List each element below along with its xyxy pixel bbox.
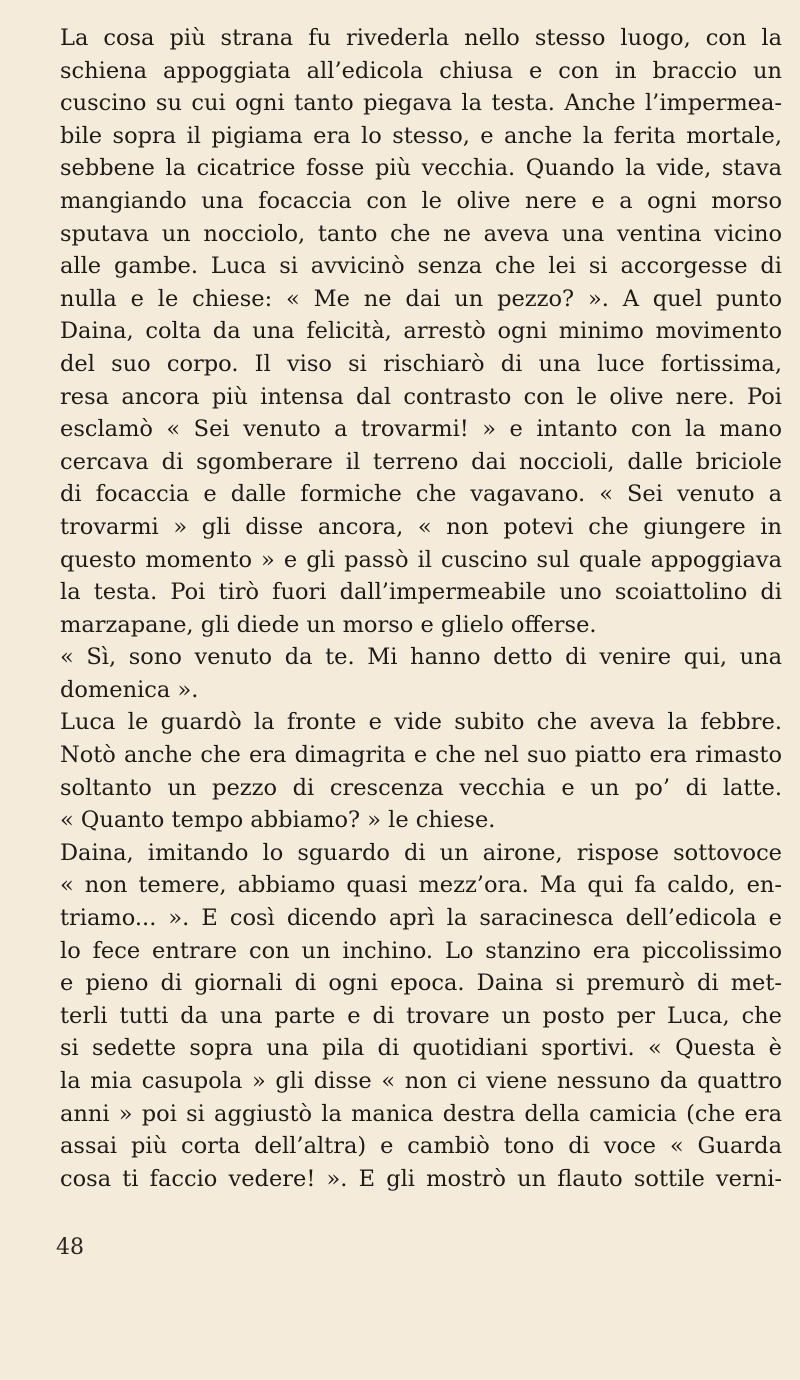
text-line: « Quanto tempo abbiamo? » le chiese. — [60, 807, 496, 834]
text-line: la testa. Poi tirò fuori dall’impermeabile uno scoiattolino di — [60, 579, 782, 606]
text-line: triamo... ». E così dicendo aprì la saracinesca dell’edicola e — [60, 905, 782, 932]
text-line: nulla e le chiese: « Me ne dai un pezzo? ». A quel punto — [60, 285, 782, 312]
text-line: alle gambe. Luca si avvicinò senza che lei si accorgesse di — [60, 253, 782, 280]
text-line: lo fece entrare con un inchino. Lo stanzino era piccolissimo — [60, 937, 782, 964]
text-line: marzapane, gli diede un morso e glielo offerse. — [60, 611, 597, 638]
text-line: resa ancora più intensa dal contrasto con le olive nere. Poi — [60, 383, 782, 410]
text-line: cercava di sgomberare il terreno dai noccioli, dalle briciole — [60, 448, 782, 475]
text-line: terli tutti da una parte e di trovare un posto per Luca, che — [60, 1002, 782, 1029]
text-line: Luca le guardò la fronte e vide subito che aveva la febbre. — [60, 709, 782, 736]
text-line: la mia casupola » gli disse « non ci viene nessuno da quattro — [60, 1068, 782, 1094]
text-line: cosa ti faccio vedere! ». E gli mostrò un flauto sottile verni- — [60, 1165, 782, 1192]
text-line: assai più corta dell’altra) e cambiò tono di voce « Guarda — [60, 1133, 782, 1160]
text-line: cuscino su cui ogni tanto piegava la testa. Anche l’impermea- — [60, 90, 782, 117]
text-line: domenica ». — [60, 676, 199, 703]
text-line: schiena appoggiata all’edicola chiusa e con in braccio un — [60, 57, 782, 84]
body-text — [60, 22, 782, 1195]
text-line: esclamò « Sei venuto a trovarmi! » e intanto con la mano — [60, 416, 782, 443]
text-line: La cosa più strana fu rivederla nello stesso luogo, con la — [60, 25, 782, 51]
text-line: sebbene la cicatrice fosse più vecchia. Quando la vide, stava — [60, 155, 782, 182]
page-number: 48 — [56, 1235, 84, 1260]
text-line: di focaccia e dalle formiche che vagavano. « Sei venuto a — [60, 481, 782, 508]
text-line: bile sopra il pigiama era lo stesso, e anche la ferita mortale, — [60, 122, 782, 149]
text-line: Notò anche che era dimagrita e che nel suo piatto era rimasto — [60, 742, 782, 769]
text-line: soltanto un pezzo di crescenza vecchia e un po’ di latte. — [60, 774, 782, 801]
text-line: « Sì, sono venuto da te. Mi hanno detto di venire qui, una — [60, 644, 782, 671]
text-line: si sedette sopra una pila di quotidiani sportivi. « Questa è — [60, 1035, 782, 1062]
text-line: trovarmi » gli disse ancora, « non potevi che giungere in — [60, 513, 782, 540]
text-line: questo momento » e gli passò il cuscino sul quale appoggiava — [60, 546, 782, 573]
text-line: Daina, colta da una felicità, arrestò ogni minimo movimento — [60, 318, 782, 345]
text-line: mangiando una focaccia con le olive nere e a ogni morso — [60, 187, 782, 214]
text-line: del suo corpo. Il viso si rischiarò di una luce fortissima, — [60, 350, 782, 377]
text-line: e pieno di giornali di ogni epoca. Daina si premurò di met- — [60, 970, 782, 997]
text-line: Daina, imitando lo sguardo di un airone, rispose sottovoce — [60, 839, 782, 866]
text-line: anni » poi si aggiustò la manica destra della camicia (che era — [60, 1100, 782, 1127]
text-line: sputava un nocciolo, tanto che ne aveva una ventina vicino — [60, 220, 782, 247]
text-line: « non temere, abbiamo quasi mezz’ora. Ma qui fa caldo, en- — [60, 872, 782, 899]
